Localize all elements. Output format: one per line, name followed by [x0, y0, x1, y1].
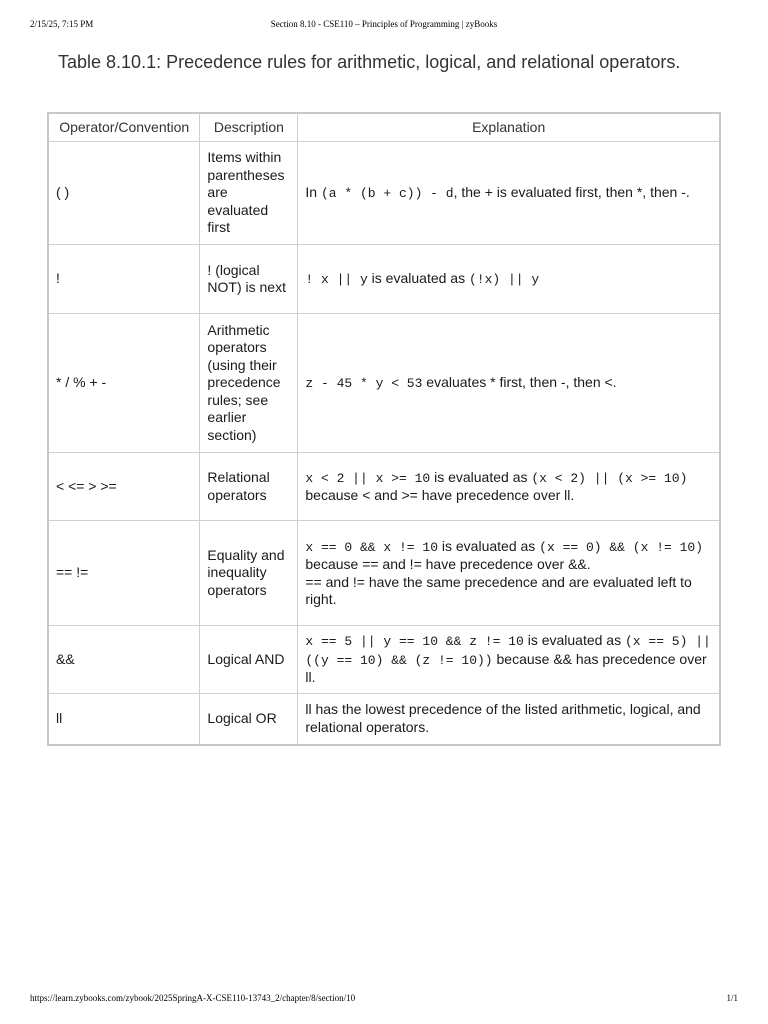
table-row	[48, 245, 720, 314]
description-cell: Arithmetic operators (using their precedence rules; see earlier section)	[200, 314, 298, 453]
description-cell: Items within parentheses are evaluated first	[200, 142, 298, 245]
code-snippet: x == 5 || y == 10 && z != 10	[305, 634, 524, 650]
code-snippet: ! x || y	[305, 271, 368, 287]
description-cell: Logical AND	[200, 626, 298, 694]
explanation-cell	[298, 245, 720, 314]
table-row	[48, 314, 720, 453]
table-caption: Table 8.10.1: Precedence rules for arithmetic, logical, and relational operators.	[58, 52, 681, 72]
description-cell: Logical OR	[200, 694, 298, 745]
operator-cell: == !=	[48, 521, 200, 626]
code-snippet: (!x) || y	[468, 271, 540, 287]
description-cell: Relational operators	[200, 453, 298, 521]
page-url: https://learn.zybooks.com/zybook/2025SpringA-X-CSE110-13743_2/chapter/8/section/10	[30, 993, 356, 1003]
explanation-text: because && has precedence over ll.	[305, 650, 707, 686]
print-footer	[30, 993, 738, 1007]
code-snippet: (x < 2) || (x >= 10)	[531, 470, 688, 486]
print-header	[30, 19, 738, 33]
explanation-cell	[298, 626, 720, 694]
explanation-text: is evaluated as	[367, 269, 469, 286]
column-header-operator: Operator/Convention	[48, 113, 200, 142]
operator-cell: < <= > >=	[48, 453, 200, 521]
explanation-text: == and != have the same precedence and are evaluated left to right.	[305, 573, 692, 607]
operator-cell: &&	[48, 626, 200, 694]
explanation-cell	[298, 314, 720, 453]
explanation-text: is evaluated as	[523, 632, 625, 649]
explanation-text: because == and != have precedence over &&.	[305, 556, 591, 572]
explanation-text: because < and >= have precedence over ll.	[305, 487, 575, 503]
description-cell: ! (logical NOT) is next	[200, 245, 298, 314]
explanation-text: , the + is evaluated first, then *, then -.	[453, 183, 690, 200]
print-page-title: Section 8.10 - CSE110 – Principles of Programming | zyBooks	[270, 19, 498, 29]
table-header-row	[48, 113, 720, 142]
explanation-text: is evaluated as	[438, 537, 540, 554]
explanation-cell	[298, 521, 720, 626]
table-row	[48, 142, 720, 245]
explanation-cell	[298, 694, 720, 745]
description-cell: Equality and inequality operators	[200, 521, 298, 626]
print-date: 2/15/25, 7:15 PM	[30, 19, 94, 29]
explanation-cell	[298, 142, 720, 245]
table-row	[48, 626, 720, 694]
precedence-table	[47, 112, 721, 746]
code-snippet: (x == 5) || ((y == 10) && (z != 10))	[305, 634, 711, 668]
operator-cell: * / % + -	[48, 314, 200, 453]
explanation-cell	[298, 453, 720, 521]
operator-cell: ll	[48, 694, 200, 745]
code-snippet: (a * (b + c)) - d	[320, 185, 454, 201]
operator-cell: ( )	[48, 142, 200, 245]
page-number: 1/1	[726, 993, 738, 1003]
explanation-text: is evaluated as	[430, 468, 532, 485]
column-header-description: Description	[200, 113, 298, 142]
column-header-explanation: Explanation	[298, 113, 720, 142]
explanation-text: In	[305, 183, 321, 200]
explanation-text: evaluates * first, then -, then <.	[422, 373, 617, 390]
table-row	[48, 694, 720, 745]
code-snippet: x < 2 || x >= 10	[305, 470, 431, 486]
explanation-text: ll has the lowest precedence of the listed arithmetic, logical, and relational operators.	[305, 701, 701, 735]
table-row	[48, 453, 720, 521]
code-snippet: (x == 0) && (x != 10)	[539, 539, 703, 555]
table-row	[48, 521, 720, 626]
code-snippet: x == 0 && x != 10	[305, 539, 438, 555]
operator-cell: !	[48, 245, 200, 314]
code-snippet: z - 45 * y < 53	[305, 375, 423, 391]
